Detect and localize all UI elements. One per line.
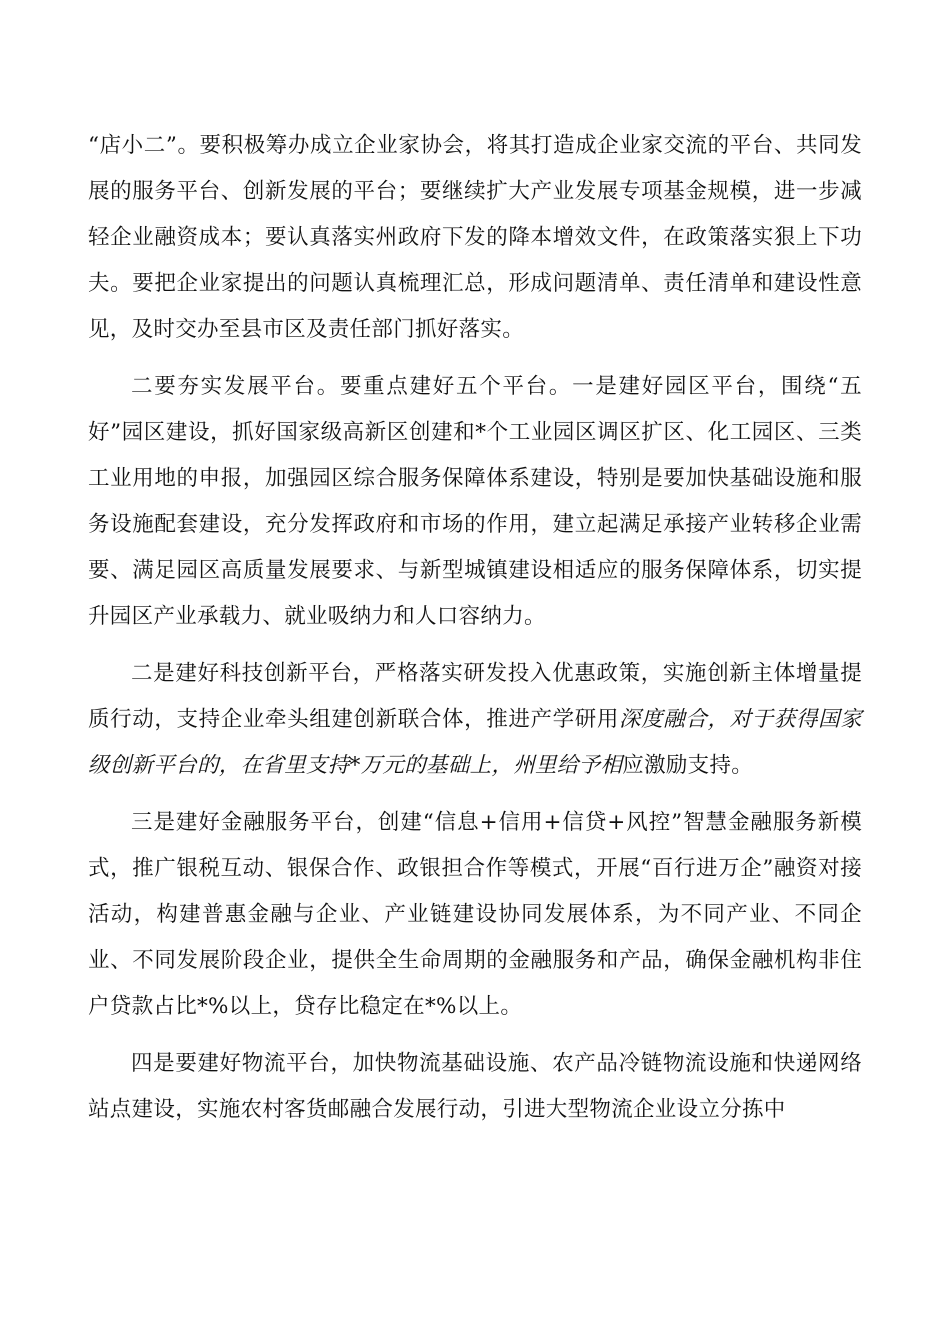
document-body <box>88 123 862 1133</box>
paragraph-5 <box>88 1041 862 1133</box>
paragraph-5-text: 四是要建好物流平台，加快物流基础设施、农产品冷链物流设施和快递网络站点建设，实施农村客货邮融合发展行动，引进大型物流企业设立分拣中 <box>88 1051 862 1122</box>
paragraph-3-text: 二是建好科技创新平台，严格落实研发投入优惠政策，实施创新主体增量提质行动，支持企业牵头组建创新联合体，推进产学研用 <box>88 661 862 732</box>
paragraph-2-text: 二要夯实发展平台。要重点建好五个平台。一是建好园区平台，围绕“五好”园区建设，抓好国家级高新区创建和*个工业园区调区扩区、化工园区、三类工业用地的申报，加强园区综合服务保障体系建设，特别是要加快基础设施和服务设施配套建设，充分发挥政府和市场的作用，建立起满足承接产业转移企业需要、满足园区高质量发展要求、与新型城镇建设相适应的服务保障体系，切实提升园区产业承载力、就业吸纳力和人口容纳力。 <box>88 374 862 629</box>
paragraph-3-italic-text: 深度融合，对于获得国家级创新平台的，在省里支持*万元的基础上，州里给予相 <box>88 707 863 778</box>
paragraph-4 <box>88 800 862 1030</box>
paragraph-3 <box>88 651 862 789</box>
paragraph-1-text: “店小二”。要积极筹办成立企业家协会，将其打造成企业家交流的平台、共同发展的服务平台、创新发展的平台；要继续扩大产业发展专项基金规模，进一步减轻企业融资成本；要认真落实州政府下发的降本增效文件，在政策落实狠上下功夫。要把企业家提出的问题认真梳理汇总，形成问题清单、责任清单和建设性意见，及时交办至县市区及责任部门抓好落实。 <box>88 133 862 342</box>
paragraph-1 <box>88 123 862 353</box>
paragraph-3-tail-text: 应激励支持。 <box>622 753 754 778</box>
paragraph-4-text: 三是建好金融服务平台，创建“信息+信用+信贷+风控”智慧金融服务新模式，推广银税互动、银保合作、政银担合作等模式，开展“百行进万企”融资对接活动，构建普惠金融与企业、产业链建设协同发展体系，为不同产业、不同企业、不同发展阶段企业，提供全生命周期的金融服务和产品，确保金融机构非住户贷款占比*%以上，贷存比稳定在*%以上。 <box>88 810 862 1019</box>
paragraph-2 <box>88 364 862 640</box>
